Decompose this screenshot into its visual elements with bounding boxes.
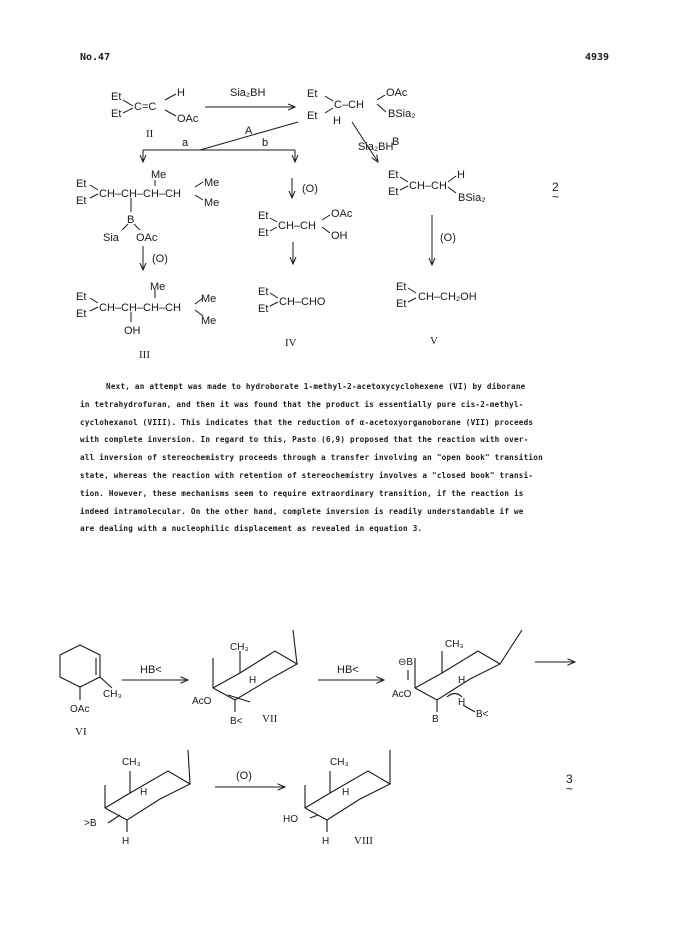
svg-text:H: H bbox=[140, 787, 148, 798]
svg-text:B<: B< bbox=[230, 716, 243, 727]
svg-text:CH₃: CH₃ bbox=[103, 689, 122, 700]
compound-III bbox=[76, 281, 216, 361]
svg-text:H: H bbox=[322, 836, 330, 847]
path-B-label: B bbox=[392, 136, 400, 148]
svg-text:OH: OH bbox=[331, 230, 348, 242]
svg-text:Me: Me bbox=[151, 169, 167, 181]
scheme-2 bbox=[0, 0, 680, 370]
reagent-sia2bh-B: Sia₂BH bbox=[358, 141, 394, 153]
svg-text:Me: Me bbox=[201, 293, 217, 305]
svg-text:III: III bbox=[139, 349, 150, 361]
compound-II bbox=[111, 87, 199, 140]
svg-text:H: H bbox=[177, 87, 185, 99]
compound-VII bbox=[192, 642, 278, 727]
svg-text:H: H bbox=[342, 787, 350, 798]
svg-text:Me: Me bbox=[201, 315, 217, 327]
svg-text:Et: Et bbox=[307, 88, 318, 100]
svg-text:CH–CH₂OH: CH–CH₂OH bbox=[418, 291, 477, 303]
svg-text:CH–CH: CH–CH bbox=[409, 180, 447, 192]
paragraph-line: tion. However, these mechanisms seem to require extraordinary transition, if the reaction is bbox=[80, 488, 524, 498]
equation-number-3-tilde: ~ bbox=[566, 782, 574, 796]
svg-text:Et: Et bbox=[258, 286, 269, 298]
equation-number-2: 2 bbox=[552, 180, 559, 194]
svg-text:Et: Et bbox=[396, 281, 407, 293]
svg-text:H: H bbox=[333, 115, 341, 127]
svg-text:OAc: OAc bbox=[386, 87, 408, 99]
alkyl-borane-intermediate bbox=[388, 169, 486, 204]
svg-text:Et: Et bbox=[258, 210, 269, 222]
path-A-label: A bbox=[245, 125, 253, 137]
svg-text:CH–CH–CH–CH: CH–CH–CH–CH bbox=[99, 188, 181, 200]
svg-text:V: V bbox=[430, 335, 438, 347]
body-paragraph bbox=[80, 378, 640, 538]
svg-text:Et: Et bbox=[111, 91, 122, 103]
page-number: 4939 bbox=[585, 52, 610, 63]
svg-text:Et: Et bbox=[76, 308, 87, 320]
svg-text:Et: Et bbox=[396, 298, 407, 310]
svg-text:HO: HO bbox=[283, 814, 298, 825]
svg-text:CH₃: CH₃ bbox=[330, 757, 349, 768]
svg-text:II: II bbox=[146, 128, 154, 140]
oxidation-label-B: (O) bbox=[440, 232, 456, 244]
svg-text:OAc: OAc bbox=[70, 704, 90, 715]
svg-text:OAc: OAc bbox=[136, 232, 158, 244]
svg-text:CH–CH–CH–CH: CH–CH–CH–CH bbox=[99, 302, 181, 314]
compound-V bbox=[396, 281, 477, 347]
svg-text:H: H bbox=[457, 169, 465, 181]
paragraph-line: in tetrahydrofuran, and then it was found that the product is essentially pure cis-2-methyl- bbox=[80, 399, 524, 409]
svg-text:H: H bbox=[458, 675, 466, 686]
cyclohexene-ring bbox=[60, 645, 100, 687]
svg-text:Sia: Sia bbox=[103, 232, 119, 244]
acetoxy-hydroxy-intermediate bbox=[258, 208, 353, 242]
svg-text:IV: IV bbox=[285, 337, 297, 349]
paragraph-line: all inversion of stereochemistry proceeds through a transfer involving an "open book" transition bbox=[80, 453, 543, 463]
svg-text:C=C: C=C bbox=[134, 101, 157, 113]
svg-text:Et: Et bbox=[258, 303, 269, 315]
svg-text:B: B bbox=[127, 214, 135, 226]
paragraph-line: with complete inversion. In regard to this, Pasto (6,9) proposed that the reaction with over- bbox=[80, 435, 529, 445]
compound-VIII bbox=[283, 757, 373, 847]
svg-text:Et: Et bbox=[111, 108, 122, 120]
svg-text:CH–CHO: CH–CHO bbox=[279, 296, 326, 308]
compound-VI bbox=[70, 689, 122, 738]
svg-text:VIII: VIII bbox=[354, 835, 373, 847]
oxidation-label-scheme3: (O) bbox=[236, 770, 252, 782]
svg-text:CH–CH: CH–CH bbox=[278, 220, 316, 232]
adduct bbox=[307, 87, 416, 127]
oxidation-label-a: (O) bbox=[152, 253, 168, 265]
svg-text:CH₃: CH₃ bbox=[445, 639, 464, 650]
path-b-label: b bbox=[262, 137, 269, 149]
svg-text:AcO: AcO bbox=[392, 689, 412, 700]
svg-text:⊖B: ⊖B bbox=[398, 657, 414, 668]
reagent-hb-2: HB< bbox=[337, 664, 359, 676]
svg-text:H: H bbox=[458, 697, 466, 708]
reagent-sia2bh-top: Sia₂BH bbox=[230, 87, 266, 99]
svg-text:C–CH: C–CH bbox=[334, 99, 364, 111]
chair-product-borane bbox=[105, 771, 190, 820]
svg-text:Et: Et bbox=[76, 291, 87, 303]
svg-text:Et: Et bbox=[307, 110, 318, 122]
svg-text:OAc: OAc bbox=[177, 113, 199, 125]
borane-ester bbox=[76, 169, 219, 244]
svg-text:Et: Et bbox=[76, 178, 87, 190]
paragraph-line: cyclohexanol (VIII). This indicates that the reduction of α-acetoxyorganoborane (VII) proceeds bbox=[80, 417, 534, 427]
svg-text:Et: Et bbox=[76, 195, 87, 207]
paragraph-line: are dealing with a nucleophilic displacement as revealed in equation 3. bbox=[80, 524, 423, 534]
svg-text:BSia₂: BSia₂ bbox=[458, 192, 486, 204]
oxidation-label-b: (O) bbox=[302, 183, 318, 195]
paragraph-line: indeed intramolecular. On the other hand, complete inversion is readily understandable if we bbox=[80, 506, 524, 516]
svg-text:CH₃: CH₃ bbox=[230, 642, 249, 653]
svg-text:VI: VI bbox=[75, 726, 87, 738]
svg-text:OAc: OAc bbox=[331, 208, 353, 220]
svg-text:VII: VII bbox=[262, 713, 278, 725]
svg-text:Et: Et bbox=[388, 169, 399, 181]
journal-issue: No.47 bbox=[80, 52, 111, 63]
svg-text:Me: Me bbox=[150, 281, 166, 293]
scheme-3 bbox=[0, 610, 680, 930]
svg-text:Me: Me bbox=[204, 197, 220, 209]
svg-text:CH₃: CH₃ bbox=[122, 757, 141, 768]
equation-number-3: 3 bbox=[566, 772, 573, 786]
svg-text:H: H bbox=[122, 836, 130, 847]
paragraph-line: state, whereas the reaction with retention of stereochemistry involves a "closed book" transi- bbox=[80, 470, 534, 480]
svg-text:Me: Me bbox=[204, 177, 220, 189]
svg-text:BSia₂: BSia₂ bbox=[388, 108, 416, 120]
svg-text:Et: Et bbox=[258, 227, 269, 239]
paragraph-line: Next, an attempt was made to hydroborate 1-methyl-2-acetoxycyclohexene (VI) by diborane bbox=[106, 382, 526, 391]
equation-number-2-tilde: ~ bbox=[552, 190, 560, 204]
compound-IV bbox=[258, 286, 326, 349]
svg-text:OH: OH bbox=[124, 325, 141, 337]
svg-text:H: H bbox=[249, 675, 257, 686]
reagent-hb-1: HB< bbox=[140, 664, 162, 676]
svg-text:B<: B< bbox=[476, 709, 489, 720]
svg-text:Et: Et bbox=[388, 186, 399, 198]
path-a-label: a bbox=[182, 137, 189, 149]
svg-text:>B: >B bbox=[84, 818, 97, 829]
svg-text:B: B bbox=[432, 714, 439, 725]
svg-text:AcO: AcO bbox=[192, 696, 212, 707]
